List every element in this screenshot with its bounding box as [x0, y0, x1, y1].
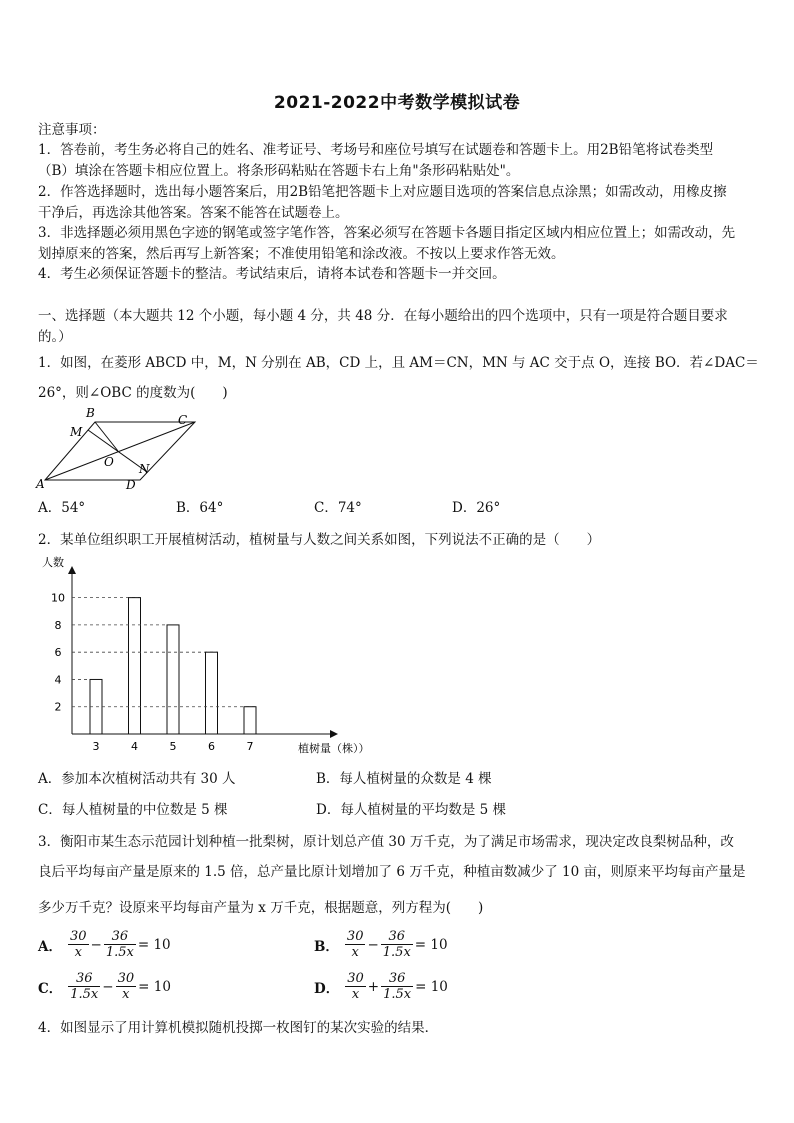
- bar: [206, 652, 218, 734]
- x-axis-title: 植树量（株））: [298, 742, 370, 755]
- frac-num: 36: [68, 971, 100, 987]
- frac-operator: −: [367, 936, 379, 953]
- q2-option-a[interactable]: A．参加本次植树活动共有 30 人: [38, 771, 236, 787]
- q1-option-d[interactable]: D．26°: [452, 500, 501, 516]
- equation-rhs: = 10: [414, 936, 448, 953]
- frac-den: 1.5x: [383, 987, 412, 1002]
- q3-option-b[interactable]: [314, 929, 450, 960]
- x-tick-label: 6: [208, 740, 215, 753]
- vertex-label-d: D: [126, 478, 136, 492]
- y-tick-label: 6: [54, 646, 62, 660]
- point-label-o: O: [104, 455, 114, 469]
- q3-option-b-label: B．: [314, 938, 339, 955]
- y-tick-label: 4: [54, 673, 62, 687]
- frac-den: x: [122, 987, 130, 1002]
- y-tick-label: 10: [51, 591, 65, 605]
- notice-line-2: （B）填涂在答题卡相应位置上。将条形码粘贴在答题卡右上角"条形码粘贴处"。: [38, 163, 520, 179]
- notice-line-7: 4．考生必须保证答题卡的整洁。考试结束后，请将本试卷和答题卡一并交回。: [38, 266, 506, 282]
- q3-option-d[interactable]: [314, 971, 450, 1002]
- q3-option-c[interactable]: [38, 971, 173, 1002]
- rhombus-figure: [30, 402, 210, 492]
- bar: [167, 625, 179, 734]
- frac-den: 1.5x: [70, 987, 99, 1002]
- q1-option-b[interactable]: B．64°: [176, 500, 224, 516]
- notice-line-4: 干净后，再选涂其他答案。答案不能答在试题卷上。: [38, 205, 349, 221]
- q3-option-a[interactable]: [38, 929, 173, 960]
- q2-option-d[interactable]: D．每人植树量的平均数是 5 棵: [316, 802, 506, 818]
- frac-num: 30: [69, 929, 87, 944]
- page-title: 2021-2022中考数学模拟试卷: [273, 93, 521, 113]
- tree-planting-bar-chart: [30, 552, 410, 762]
- bar: [244, 707, 256, 734]
- notice-heading: 注意事项：: [38, 122, 106, 138]
- x-tick-label: 3: [92, 740, 100, 753]
- vertex-label-a: A: [36, 477, 45, 491]
- q3-option-a-label: A．: [38, 938, 62, 955]
- q2-option-b[interactable]: B．每人植树量的众数是 4 棵: [316, 771, 492, 787]
- section1-heading-cont: 的。）: [38, 329, 72, 345]
- equation-rhs: = 10: [138, 978, 171, 995]
- bar: [129, 598, 141, 734]
- frac-den: x: [351, 945, 359, 960]
- frac-num: 36: [381, 971, 413, 987]
- y-axis-title: 人数: [42, 556, 64, 569]
- q3-option-c-label: C．: [38, 980, 63, 997]
- section1-heading: 一、选择题（本大题共 12 个小题，每小题 4 分，共 48 分．在每小题给出的四个选项中，只有一项是符合题目要求: [38, 308, 728, 324]
- frac-num: 30: [347, 971, 364, 986]
- y-tick-label: 8: [54, 618, 62, 632]
- vertex-label-c: C: [178, 413, 188, 427]
- q2-option-c[interactable]: C．每人植树量的中位数是 5 棵: [38, 802, 228, 818]
- x-tick-label: 4: [131, 740, 138, 753]
- point-label-n: N: [139, 462, 150, 476]
- q1-option-c[interactable]: C．74°: [314, 500, 362, 516]
- frac-num: 36: [381, 929, 413, 945]
- x-axis-arrow: [330, 730, 338, 738]
- frac-operator: −: [90, 936, 102, 953]
- frac-operator: +: [367, 978, 380, 995]
- equation-rhs: = 10: [415, 978, 448, 995]
- q2-stem: 2．某单位组织职工开展植树活动，植树量与人数之间关系如图，下列说法不正确的是（ ）: [38, 532, 601, 548]
- point-label-m: M: [70, 425, 83, 439]
- equation-rhs: = 10: [137, 936, 171, 953]
- vertex-label-b: B: [86, 406, 95, 420]
- frac-den: x: [351, 987, 360, 1002]
- frac-num: 30: [117, 971, 135, 986]
- y-tick-label: 2: [54, 700, 62, 714]
- q3-stem-line-1: 3．衡阳市某生态示范园计划种植一批梨树，原计划总产值 30 万千克，为了满足市场需求，现决定改良梨树品种，改: [38, 834, 734, 850]
- frac-den: 1.5x: [105, 945, 134, 960]
- frac-den: x: [74, 945, 82, 960]
- q3-stem-line-2: 良后平均每亩产量是原来的 1.5 倍，总产量比原计划增加了 6 万千克，种植亩数减少了 10 亩，则原来平均每亩产量是: [38, 864, 746, 880]
- frac-den: 1.5x: [382, 945, 411, 960]
- q4-stem: 4．如图显示了用计算机模拟随机投掷一枚图钉的某次实验的结果．: [38, 1020, 439, 1036]
- q1-option-a[interactable]: A．54°: [38, 500, 86, 516]
- x-tick-label: 7: [246, 740, 254, 753]
- notice-line-3: 2．作答选择题时，选出每小题答案后，用2B铅笔把答题卡上对应题目选项的答案信息点涂黑；如需改动，用橡皮擦: [38, 184, 727, 200]
- x-tick-label: 5: [169, 740, 177, 753]
- q1-stem-line-2: 26°，则∠OBC 的度数为( ): [38, 385, 228, 401]
- notice-line-5: 3．非选择题必须用黑色字迹的钢笔或签字笔作答，答案必须写在答题卡各题目指定区域内相应位置上；如需改动，先: [38, 225, 736, 241]
- notice-line-1: 1．答卷前，考生务必将自己的姓名、准考证号、考场号和座位号填写在试题卷和答题卡上。用2B铅笔将试卷类型: [38, 142, 714, 158]
- q1-stem-line-1: 1．如图，在菱形 ABCD 中，M，N 分别在 AB，CD 上，且 AM＝CN，MN 与 AC 交于点 O，连接 BO．若∠DAC＝: [38, 355, 759, 371]
- y-axis-arrow: [68, 566, 76, 574]
- q3-option-d-label: D．: [314, 980, 340, 997]
- frac-num: 36: [104, 929, 136, 945]
- frac-operator: −: [102, 978, 114, 995]
- notice-line-6: 划掉原来的答案，然后再写上新答案；不准使用铅笔和涂改液。不按以上要求作答无效。: [38, 246, 565, 262]
- q3-stem-line-3: 多少万千克？设原来平均每亩产量为 x 万千克，根据题意，列方程为( ): [38, 900, 484, 916]
- frac-num: 30: [346, 929, 364, 944]
